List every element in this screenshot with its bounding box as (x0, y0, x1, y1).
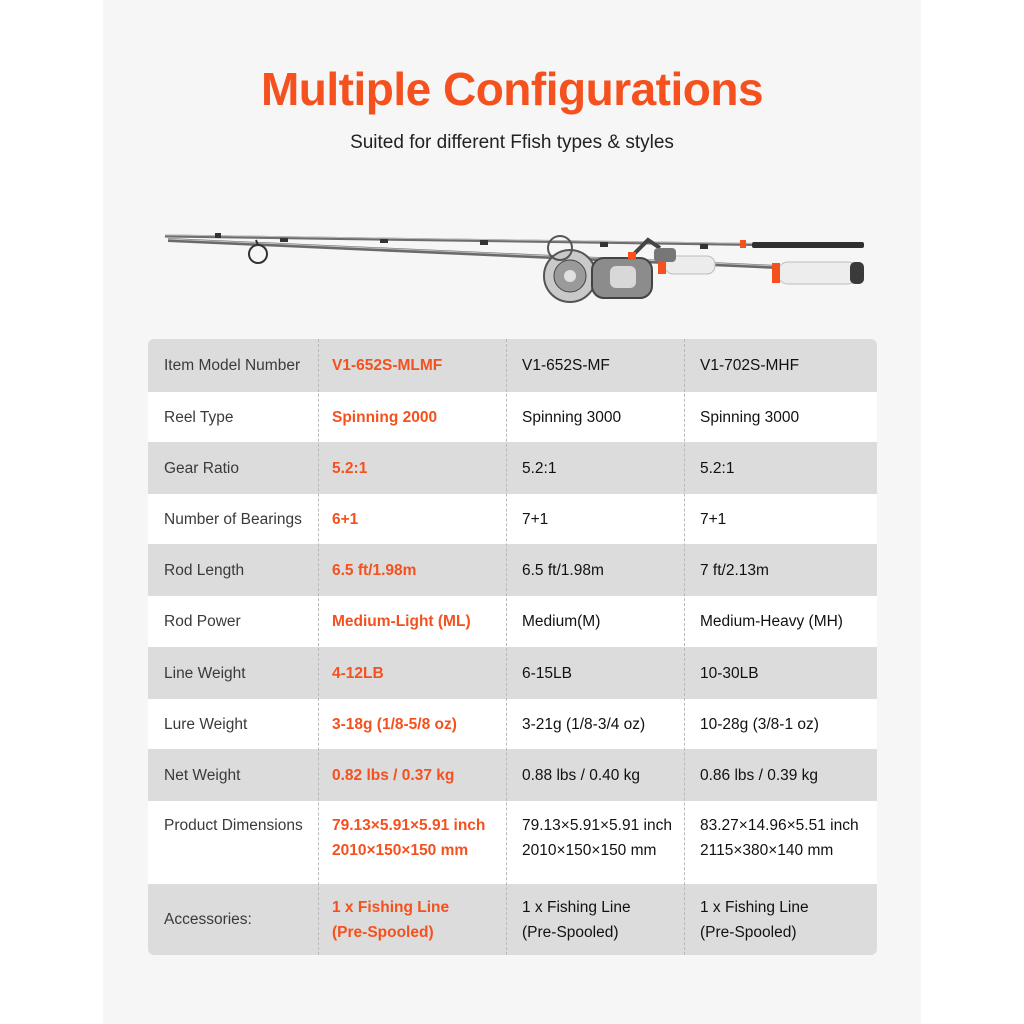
table-row (148, 544, 877, 596)
value-cell: 6-15LB (522, 664, 572, 682)
value-line: 1 x Fishing Line (522, 898, 631, 916)
row-label: Lure Weight (164, 715, 248, 733)
highlight-value: Medium-Light (ML) (332, 613, 471, 630)
column-divider (684, 339, 685, 955)
table-row (148, 339, 877, 392)
highlight-value (318, 813, 506, 884)
row-label: Rod Power (164, 613, 241, 630)
value-cell: Spinning 3000 (522, 408, 622, 426)
value-cell: 5.2:1 (522, 459, 557, 477)
highlight-value: 3-18g (1/8-5/8 oz) (332, 715, 457, 733)
highlight-value-line: 1 x Fishing Line (332, 898, 450, 916)
highlight-value: 6+1 (332, 510, 359, 528)
spec-table (148, 339, 877, 955)
value-cell: Spinning 3000 (700, 408, 800, 426)
value-line: 2010×150×150 mm (522, 842, 657, 859)
highlight-value-line: 79.13×5.91×5.91 inch (332, 817, 486, 834)
value-line: 1 x Fishing Line (700, 898, 809, 916)
table-row (148, 392, 877, 442)
highlight-value-line: 2010×150×150 mm (332, 842, 469, 859)
table-row (148, 494, 877, 544)
table-row (148, 647, 877, 699)
row-label: Number of Bearings (164, 510, 302, 528)
value-cell: 7 ft/2.13m (700, 561, 769, 579)
value-cell: 6.5 ft/1.98m (522, 561, 604, 579)
value-cell: V1-702S-MHF (700, 357, 800, 374)
value-cell: 0.88 lbs / 0.40 kg (522, 766, 641, 784)
row-label: Reel Type (164, 408, 234, 426)
table-row (148, 884, 877, 955)
value-line: (Pre-Spooled) (700, 923, 797, 941)
table-row (148, 749, 877, 801)
table-row (148, 596, 877, 647)
highlight-value-line: (Pre-Spooled) (332, 923, 434, 941)
value-cell: V1-652S-MF (522, 357, 610, 374)
table-row (148, 442, 877, 494)
row-label: Item Model Number (164, 357, 301, 374)
row-label: Line Weight (164, 664, 246, 682)
highlight-value: 0.82 lbs / 0.37 kg (332, 766, 455, 784)
table-row (148, 801, 877, 884)
highlight-value (318, 895, 506, 945)
value-cell: 5.2:1 (700, 459, 735, 477)
highlight-value: 5.2:1 (332, 459, 368, 477)
value-cell: Medium(M) (522, 613, 601, 630)
highlight-value: 4-12LB (332, 664, 384, 682)
table-row (148, 699, 877, 749)
column-divider (506, 339, 507, 955)
value-cell: 7+1 (700, 510, 727, 528)
value-cell (506, 895, 684, 945)
value-line: 83.27×14.96×5.51 inch (700, 817, 859, 834)
row-label: Product Dimensions (164, 817, 303, 834)
column-divider (318, 339, 319, 955)
value-cell: 10-28g (3/8-1 oz) (700, 715, 819, 733)
value-line: 2115×380×140 mm (700, 842, 834, 859)
page-title: Multiple Configurations (260, 63, 764, 115)
value-cell (684, 895, 877, 945)
page-subtitle: Suited for different Ffish types & styles (350, 132, 674, 153)
value-cell (506, 813, 684, 884)
value-cell: Medium-Heavy (MH) (700, 613, 843, 630)
value-line: 79.13×5.91×5.91 inch (522, 817, 672, 834)
highlight-value: V1-652S-MLMF (332, 357, 443, 374)
value-cell: 10-30LB (700, 664, 759, 682)
highlight-value: Spinning 2000 (332, 408, 438, 426)
value-line: (Pre-Spooled) (522, 923, 619, 941)
row-label: Accessories: (164, 911, 252, 928)
row-label: Rod Length (164, 561, 245, 579)
value-cell: 3-21g (1/8-3/4 oz) (522, 715, 646, 733)
row-label: Gear Ratio (164, 459, 239, 477)
value-cell: 7+1 (522, 510, 549, 528)
highlight-value: 6.5 ft/1.98m (332, 561, 417, 579)
value-cell (684, 813, 877, 884)
row-label: Net Weight (164, 766, 241, 784)
fishing-rod-reel-image (160, 218, 870, 308)
value-cell: 0.86 lbs / 0.39 kg (700, 766, 819, 784)
